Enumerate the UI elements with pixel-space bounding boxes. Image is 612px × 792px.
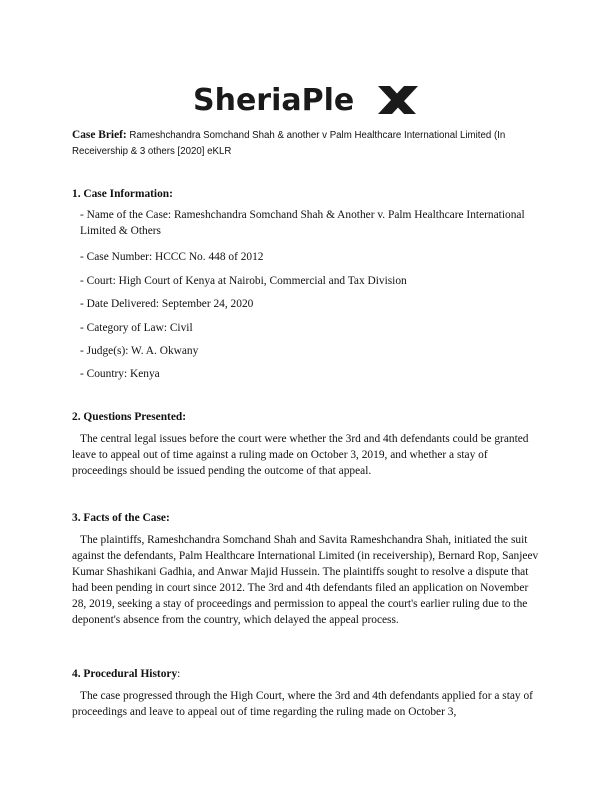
procedural-history-paragraph: The case progressed through the High Court, where the 3rd and 4th defendants applied for a stay of proceedings and leave to appeal out of time regarding the ruling made on October 3,: [72, 690, 533, 718]
case-brief-header: [72, 127, 542, 160]
section-procedural-history-heading: [72, 667, 180, 681]
questions-paragraph: The central legal issues before the court were whether the 3rd and 4th defendants could be granted leave to appeal out of time against a ruling made on October 3, 2019, and whether a stay of proceedings should be issued pending the outcome of that appeal.: [72, 433, 529, 477]
section-case-information-heading: 1. Case Information:: [72, 188, 173, 200]
case-brief-title: Rameshchandra Somchand Shah & another v Palm Healthcare International Limited (In Receivership & 3 others [2020] eKLR: [72, 130, 506, 157]
logo-text: SheriaPle: [193, 83, 355, 118]
facts-paragraph: The plaintiffs, Rameshchandra Somchand Shah and Savita Rameshchandra Shah, initiated the suit against the defendants, Palm Healthcare International Limited (in receivership), Bernard Rop, Sanjeev Kumar Shashikani Gadhia, and Anwar Majid Hussein. The plaintiffs sought to resolve a dispute that had been pending in court since 2012. The 3rd and 4th defendants filed an application on November 28, 2019, seeking a stay of proceedings and permission to appeal the court's earlier ruling due to the deponent's absence from the country, which delayed the appeal process.: [72, 534, 539, 626]
procedural-history-colon: :: [177, 668, 181, 680]
section-questions-heading: 2. Questions Presented:: [72, 411, 187, 423]
logo-x-mark: [378, 86, 418, 114]
procedural-history-title: 4. Procedural History: [72, 668, 178, 680]
sheriaplex-logo: [0, 78, 612, 118]
date-delivered-item: - Date Delivered: September 24, 2020: [80, 298, 254, 310]
court-item: - Court: High Court of Kenya at Nairobi, Commercial and Tax Division: [80, 275, 407, 287]
case-number-item: - Case Number: HCCC No. 448 of 2012: [80, 251, 264, 263]
case-name-item: - Name of the Case: Rameshchandra Somchand Shah & Another v. Palm Healthcare International Limited & Others: [80, 209, 525, 237]
section-facts-heading: 3. Facts of the Case:: [72, 512, 170, 524]
category-item: - Category of Law: Civil: [80, 322, 193, 334]
case-brief-label: Case Brief:: [72, 129, 127, 141]
country-item: - Country: Kenya: [80, 368, 160, 380]
judge-item: - Judge(s): W. A. Okwany: [80, 345, 199, 357]
